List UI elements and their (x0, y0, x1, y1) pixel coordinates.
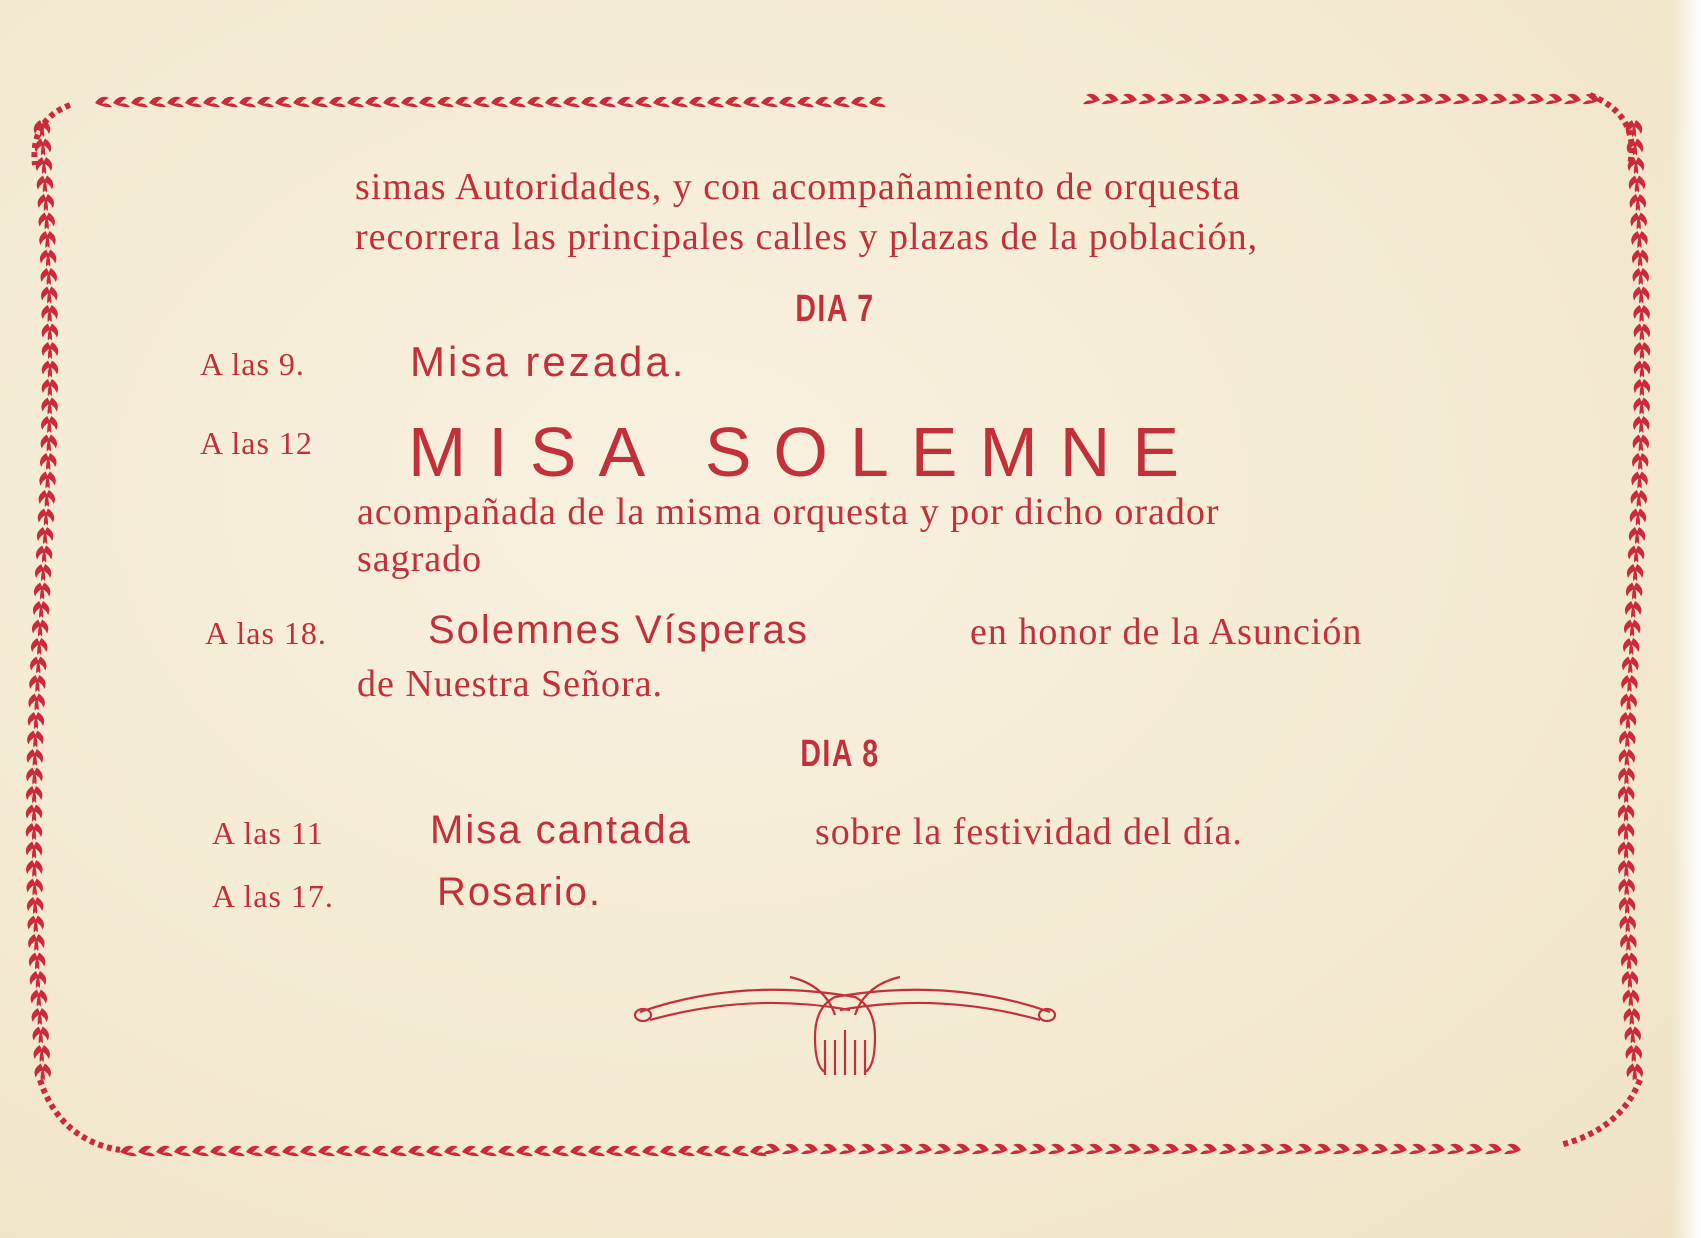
border-leaf (336, 1146, 353, 1156)
intro-line-1: simas Autoridades, y con acompañamiento de orquesta (355, 166, 1241, 208)
border-leaf (1157, 94, 1174, 104)
border-leaf (1623, 638, 1639, 655)
border-leaf (1361, 94, 1378, 104)
border-leaf (833, 97, 850, 107)
border-leaf (782, 1144, 799, 1154)
border-leaf (570, 1146, 587, 1156)
border-leaf (473, 97, 490, 107)
border-leaf (37, 527, 53, 544)
border-leaf (38, 509, 54, 526)
border-leaf (401, 97, 418, 107)
border-leaf (653, 97, 670, 107)
border-leaf (28, 934, 44, 951)
border-leaf (563, 97, 580, 107)
border-leaf (1564, 94, 1581, 104)
border-leaf (26, 879, 42, 896)
border-leaf (815, 97, 832, 107)
border-leaf (1624, 1008, 1640, 1025)
border-leaf (185, 97, 202, 107)
border-leaf (1619, 916, 1635, 933)
border-leaf (1314, 1144, 1331, 1154)
border-leaf (660, 1146, 677, 1156)
border-leaf (1625, 601, 1641, 618)
border-leaf (419, 97, 436, 107)
border-leaf (534, 1146, 551, 1156)
border-leaf (1620, 712, 1636, 729)
border-leaf (26, 823, 42, 840)
paper-edge (1671, 0, 1701, 1238)
border-leaf (1287, 94, 1304, 104)
border-leaf (27, 731, 43, 748)
border-leaf (1618, 805, 1634, 822)
border-leaf (953, 1144, 970, 1154)
border-leaf (1371, 1144, 1388, 1154)
border-leaf (1105, 1144, 1122, 1154)
border-leaf (26, 842, 42, 859)
border-leaf (39, 490, 55, 507)
border-leaf (820, 1144, 837, 1154)
border-leaf (462, 1146, 479, 1156)
border-leaf (35, 1064, 51, 1081)
border-leaf (1527, 94, 1544, 104)
border-leaf (714, 1146, 731, 1156)
border-leaf (1631, 490, 1647, 507)
border-leaf (635, 97, 652, 107)
border-leaf (228, 1146, 245, 1156)
border-leaf (192, 1146, 209, 1156)
border-leaf (1624, 620, 1640, 637)
border-leaf (1238, 1144, 1255, 1154)
border-leaf (1623, 990, 1639, 1007)
event-title-misa-rezada: Misa rezada. (410, 338, 687, 385)
border-leaf (149, 97, 166, 107)
border-leaf (1634, 361, 1650, 378)
border-leaf (1342, 94, 1359, 104)
border-leaf (934, 1144, 951, 1154)
border-leaf (390, 1146, 407, 1156)
border-leaf (174, 1146, 191, 1156)
border-leaf (1546, 94, 1563, 104)
border-leaf (1428, 1144, 1445, 1154)
border-leaf (347, 97, 364, 107)
border-leaf (552, 1146, 569, 1156)
border-leaf (444, 1146, 461, 1156)
border-leaf (1619, 897, 1635, 914)
border-leaf (113, 97, 130, 107)
border-leaf (1083, 94, 1100, 104)
border-leaf (1633, 268, 1649, 285)
border-leaf (1010, 1144, 1027, 1154)
border-leaf (1509, 94, 1526, 104)
border-leaf (36, 157, 52, 174)
border-leaf (1618, 768, 1634, 785)
border-leaf (689, 97, 706, 107)
border-leaf (1305, 94, 1322, 104)
border-leaf (1231, 94, 1248, 104)
border-leaf (1504, 1144, 1521, 1154)
border-leaf (858, 1144, 875, 1154)
border-leaf (41, 435, 57, 452)
border-leaf (138, 1146, 155, 1156)
border-leaf (1181, 1144, 1198, 1154)
border-leaf (896, 1144, 913, 1154)
border-leaf (1213, 94, 1230, 104)
border-leaf (1379, 94, 1396, 104)
border-leaf (498, 1146, 515, 1156)
event-time-17: A las 17. (212, 878, 334, 914)
border-leaf (1143, 1144, 1160, 1154)
border-leaf (763, 1144, 780, 1154)
border-leaf (972, 1144, 989, 1154)
visperas-detail: de Nuestra Señora. (357, 663, 664, 705)
border-leaf (1029, 1144, 1046, 1154)
border-leaf (41, 305, 57, 322)
border-leaf (156, 1146, 173, 1156)
border-leaf (1485, 1144, 1502, 1154)
border-leaf (1618, 786, 1634, 803)
border-leaf (1453, 94, 1470, 104)
border-leaf (1352, 1144, 1369, 1154)
border-leaf (34, 583, 50, 600)
border-leaf (264, 1146, 281, 1156)
event-time-11: A las 11 (212, 815, 324, 851)
border-leaf (203, 97, 220, 107)
border-leaf (877, 1144, 894, 1154)
border-leaf (33, 601, 49, 618)
border-leaf (527, 97, 544, 107)
border-leaf (40, 250, 56, 267)
event-time-12: A las 12 (200, 425, 313, 461)
border-leaf (1634, 379, 1650, 396)
border-leaf (131, 97, 148, 107)
border-leaf (32, 1008, 48, 1025)
border-leaf (1619, 749, 1635, 766)
border-leaf (1618, 842, 1634, 859)
border-leaf (26, 805, 42, 822)
border-leaf (221, 97, 238, 107)
border-leaf (671, 97, 688, 107)
border-leaf (1633, 416, 1649, 433)
border-leaf (1490, 94, 1507, 104)
border-leaf (26, 786, 42, 803)
event-rest-visperas: en honor de la Asunción (970, 611, 1363, 653)
border-leaf (1618, 860, 1634, 877)
border-leaf (31, 990, 47, 1007)
border-leaf (41, 268, 57, 285)
event-rest-misa-cantada: sobre la festividad del día. (815, 811, 1243, 853)
border-leaf (707, 97, 724, 107)
border-leaf (1472, 94, 1489, 104)
border-leaf (26, 768, 42, 785)
border-leaf (869, 97, 886, 107)
border-leaf (1622, 657, 1638, 674)
border-leaf (1620, 694, 1636, 711)
border-leaf (1447, 1144, 1464, 1154)
border-leaf (761, 97, 778, 107)
border-leaf (642, 1146, 659, 1156)
border-leaf (39, 231, 55, 248)
border-leaf (1333, 1144, 1350, 1154)
border-leaf (455, 97, 472, 107)
border-leaf (408, 1146, 425, 1156)
border-leaf (42, 324, 58, 341)
event-title-rosario: Rosario. (437, 870, 602, 914)
border-leaf (38, 213, 54, 230)
border-leaf (239, 97, 256, 107)
event-time-9: A las 9. (200, 346, 305, 382)
border-leaf (1390, 1144, 1407, 1154)
border-leaf (606, 1146, 623, 1156)
border-leaf (37, 176, 53, 193)
border-leaf (725, 97, 742, 107)
border-leaf (1435, 94, 1452, 104)
border-leaf (1219, 1144, 1236, 1154)
border-leaf (1621, 675, 1637, 692)
border-leaf (95, 97, 112, 107)
border-leaf (1618, 879, 1634, 896)
border-leaf (1324, 94, 1341, 104)
border-leaf (34, 1045, 50, 1062)
border-leaf (311, 97, 328, 107)
border-leaf (1398, 94, 1415, 104)
border-leaf (35, 564, 51, 581)
border-leaf (1200, 1144, 1217, 1154)
border-leaf (1629, 527, 1645, 544)
border-leaf (1628, 546, 1644, 563)
border-leaf (1295, 1144, 1312, 1154)
border-leaf (624, 1146, 641, 1156)
border-leaf (257, 97, 274, 107)
border-leaf (318, 1146, 335, 1156)
event-title-misa-cantada: Misa cantada (430, 808, 692, 852)
border-leaf (1629, 176, 1645, 193)
border-leaf (1626, 1045, 1642, 1062)
day8-heading: DIA 8 (800, 733, 880, 775)
intro-line-2: recorrera las principales calles y plazas de la población, (355, 216, 1259, 258)
border-leaf (27, 897, 43, 914)
border-leaf (1634, 324, 1650, 341)
border-leaf (743, 97, 760, 107)
border-leaf (732, 1146, 749, 1156)
border-leaf (1176, 94, 1193, 104)
border-leaf (1124, 1144, 1141, 1154)
border-leaf (480, 1146, 497, 1156)
border-leaf (41, 398, 57, 415)
border-leaf (1409, 1144, 1426, 1154)
border-leaf (801, 1144, 818, 1154)
border-leaf (1621, 953, 1637, 970)
border-leaf (839, 1144, 856, 1154)
border-leaf (365, 97, 382, 107)
border-leaf (1250, 94, 1267, 104)
border-leaf (27, 749, 43, 766)
border-leaf (545, 97, 562, 107)
border-leaf (1257, 1144, 1274, 1154)
border-leaf (300, 1146, 317, 1156)
border-leaf (1631, 472, 1647, 489)
border-leaf (1618, 823, 1634, 840)
border-leaf (750, 1146, 767, 1156)
day7-heading: DIA 7 (795, 288, 875, 330)
event-title-misa-solemne: MISA SOLEMNE (408, 413, 1202, 491)
border-leaf (30, 971, 46, 988)
border-leaf (991, 1144, 1008, 1154)
border-leaf (1162, 1144, 1179, 1154)
border-leaf (282, 1146, 299, 1156)
border-leaf (678, 1146, 695, 1156)
border-leaf (491, 97, 508, 107)
border-leaf (1120, 94, 1137, 104)
border-leaf (167, 97, 184, 107)
border-leaf (42, 379, 58, 396)
border-leaf (39, 472, 55, 489)
border-leaf (1632, 250, 1648, 267)
border-leaf (1633, 435, 1649, 452)
border-leaf (27, 916, 43, 933)
border-leaf (1630, 213, 1646, 230)
border-leaf (38, 194, 54, 211)
book-ornament (635, 977, 1055, 1075)
border-leaf (851, 97, 868, 107)
border-leaf (779, 97, 796, 107)
border-leaf (1630, 194, 1646, 211)
border-leaf (42, 342, 58, 359)
border-leaf (29, 953, 45, 970)
border-leaf (588, 1146, 605, 1156)
border-leaf (1625, 1027, 1641, 1044)
border-leaf (1086, 1144, 1103, 1154)
border-leaf (33, 1027, 49, 1044)
border-leaf (293, 97, 310, 107)
event-title-visperas: Solemnes Vísperas (428, 608, 809, 652)
border-leaf (1633, 305, 1649, 322)
border-leaf (32, 620, 48, 637)
border-leaf (329, 97, 346, 107)
border-leaf (797, 97, 814, 107)
border-leaf (36, 546, 52, 563)
border-leaf (1619, 731, 1635, 748)
border-leaf (28, 694, 44, 711)
border-leaf (1622, 971, 1638, 988)
border-leaf (1276, 1144, 1293, 1154)
border-leaf (28, 712, 44, 729)
border-leaf (1627, 564, 1643, 581)
border-leaf (41, 287, 57, 304)
border-leaf (246, 1146, 263, 1156)
border-leaf (1048, 1144, 1065, 1154)
border-leaf (426, 1146, 443, 1156)
border-leaf (1194, 94, 1211, 104)
border-leaf (29, 675, 45, 692)
border-leaf (509, 97, 526, 107)
solemne-detail-line-1: acompañada de la misma orquesta y por dicho orador (357, 491, 1220, 533)
border-leaf (696, 1146, 713, 1156)
border-leaf (31, 638, 47, 655)
border-leaf (1466, 1144, 1483, 1154)
border-leaf (1067, 1144, 1084, 1154)
border-leaf (915, 1144, 932, 1154)
border-leaf (1102, 94, 1119, 104)
border-leaf (599, 97, 616, 107)
border-leaf (437, 97, 454, 107)
border-leaf (1626, 583, 1642, 600)
border-leaf (617, 97, 634, 107)
border-leaf (1632, 453, 1648, 470)
border-leaf (120, 1146, 137, 1156)
border-leaf (383, 97, 400, 107)
solemne-detail-line-2: sagrado (357, 538, 483, 580)
border-leaf (41, 416, 57, 433)
border-leaf (26, 860, 42, 877)
border-leaf (40, 453, 56, 470)
border-leaf (42, 361, 58, 378)
border-leaf (1630, 509, 1646, 526)
border-leaf (1620, 934, 1636, 951)
border-leaf (1631, 231, 1647, 248)
border-leaf (1633, 398, 1649, 415)
border-leaf (354, 1146, 371, 1156)
border-leaf (30, 657, 46, 674)
border-leaf (1633, 287, 1649, 304)
border-leaf (1268, 94, 1285, 104)
event-time-18: A las 18. (205, 615, 327, 651)
border-leaf (210, 1146, 227, 1156)
border-leaf (275, 97, 292, 107)
border-leaf (1634, 342, 1650, 359)
border-leaf (581, 97, 598, 107)
border-leaf (1139, 94, 1156, 104)
border-leaf (516, 1146, 533, 1156)
border-leaf (1416, 94, 1433, 104)
border-leaf (1627, 1064, 1643, 1081)
border-leaf (372, 1146, 389, 1156)
